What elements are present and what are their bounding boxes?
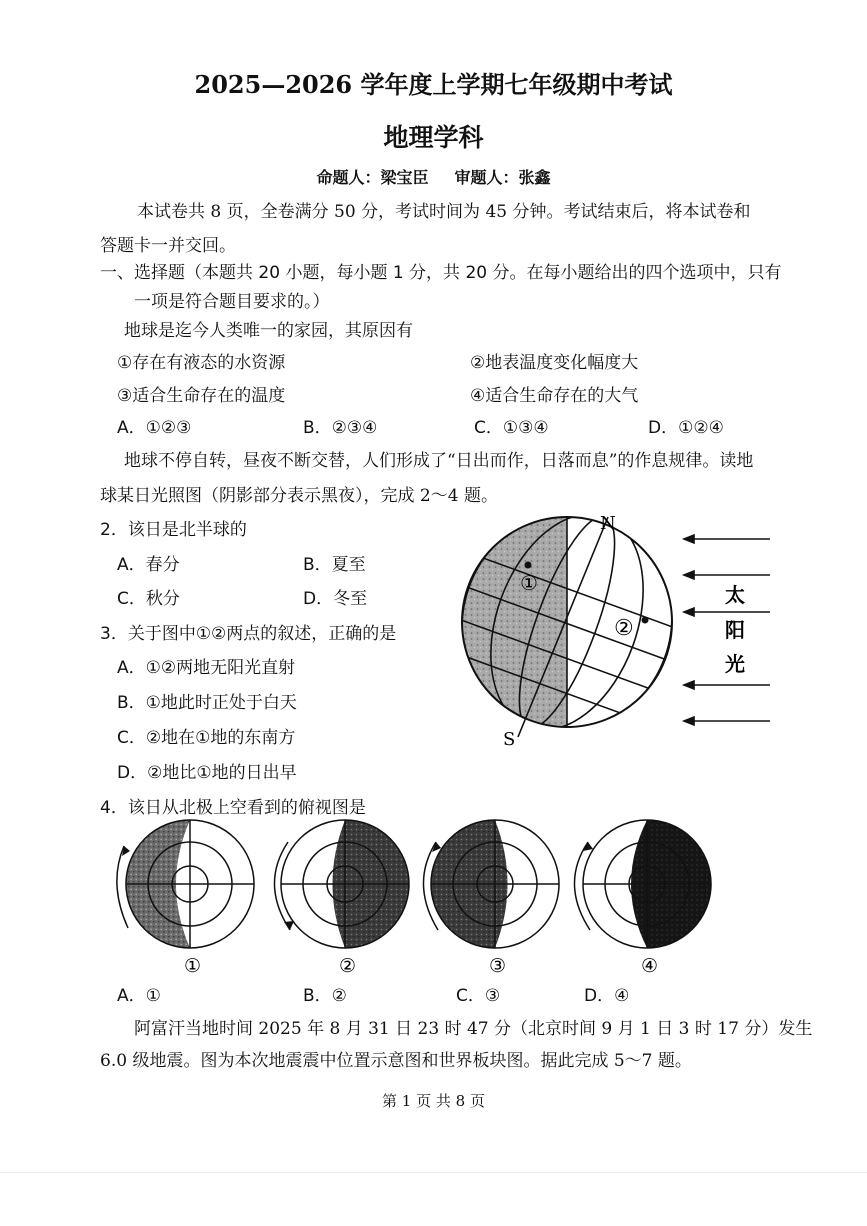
polar-view-figures	[110, 818, 730, 978]
q1-item-1: ①存在有液态的水资源	[117, 353, 286, 373]
figure-1	[117, 820, 254, 977]
reviewer-name: 审题人：张鑫	[454, 168, 551, 187]
q3-stem: 3．关于图中①②两点的叙述，正确的是	[100, 624, 397, 644]
point-1-marker	[525, 562, 532, 569]
q2-stem: 2．该日是北半球的	[100, 520, 247, 540]
q4-option-a: A．①	[117, 986, 161, 1006]
figure-1-label: ①	[184, 955, 202, 977]
sun-char-1: 太	[725, 583, 745, 607]
author-name: 命题人：梁宝臣	[316, 168, 429, 187]
page-divider	[0, 1172, 867, 1173]
point-1-label: ①	[520, 571, 538, 595]
q3-option-a: A．①②两地无阳光直射	[117, 658, 296, 678]
q2-option-a: A．春分	[117, 555, 180, 575]
q1-option-b: B．②③④	[303, 418, 378, 438]
q4-option-c: C．③	[456, 986, 501, 1006]
north-label: N	[600, 513, 616, 534]
figure-4	[574, 820, 717, 977]
figure-2	[274, 820, 415, 977]
q2-option-d: D．冬至	[303, 589, 368, 609]
point-2-marker	[642, 617, 649, 624]
globe-night-side	[460, 515, 567, 730]
figure-3-label: ③	[489, 955, 507, 977]
q4-stem: 4．该日从北极上空看到的俯视图是	[100, 798, 366, 818]
q1-item-4: ④适合生命存在的大气	[470, 386, 639, 406]
q4-option-b: B．②	[303, 986, 347, 1006]
q3-option-b: B．①地此时正处于白天	[117, 693, 297, 713]
globe-sunlight-diagram	[440, 505, 780, 755]
q1-option-d: D．①②④	[648, 418, 724, 438]
south-label: S	[503, 729, 516, 750]
q1-option-a: A．①②③	[117, 418, 192, 438]
q1-item-2: ②地表温度变化幅度大	[470, 353, 639, 373]
sun-char-2: 阳	[725, 618, 745, 642]
instructions-line2: 答题卡一并交回。	[100, 236, 236, 256]
q1-stem: 地球是迄今人类唯一的家园，其原因有	[124, 321, 413, 341]
section1-line2: 一项是符合题目要求的。）	[134, 292, 330, 312]
passage1-line1: 地球不停自转，昼夜不断交替，人们形成了“日出而作，日落而息”的作息规律。读地	[124, 451, 754, 471]
q3-option-d: D．②地比①地的日出早	[117, 763, 297, 783]
q4-option-d: D．④	[584, 986, 630, 1006]
sun-char-3: 光	[725, 652, 745, 676]
passage1-line2: 球某日光照图（阴影部分表示黑夜），完成 2～4 题。	[100, 486, 498, 506]
figure-4-label: ④	[641, 955, 659, 977]
page-number: 第 1 页 共 8 页	[382, 1092, 485, 1110]
author-line	[0, 165, 867, 188]
point-2-label: ②	[614, 616, 634, 641]
instructions-line1: 本试卷共 8 页，全卷满分 50 分，考试时间为 45 分钟。考试结束后，将本试卷和	[137, 202, 751, 222]
exam-title: 2025—2026 学年度上学期七年级期中考试	[194, 70, 673, 99]
subject-title: 地理学科	[383, 123, 484, 152]
passage2-line1: 阿富汗当地时间 2025 年 8 月 31 日 23 时 47 分（北京时间 9 月 1 日 3 时 17 分）发生	[134, 1019, 813, 1039]
q2-option-b: B．夏至	[303, 555, 366, 575]
q3-option-c: C．②地在①地的东南方	[117, 728, 296, 748]
section1-line1: 一、选择题（本题共 20 小题，每小题 1 分，共 20 分。在每小题给出的四个选项中，只有	[100, 263, 782, 283]
q2-option-c: C．秋分	[117, 589, 180, 609]
q1-item-3: ③适合生命存在的温度	[117, 386, 286, 406]
figure-3	[423, 820, 559, 977]
figure-2-label: ②	[339, 955, 357, 977]
passage2-line2: 6.0 级地震。图为本次地震震中位置示意图和世界板块图。据此完成 5～7 题。	[100, 1051, 692, 1071]
q1-option-c: C．①③④	[474, 418, 549, 438]
